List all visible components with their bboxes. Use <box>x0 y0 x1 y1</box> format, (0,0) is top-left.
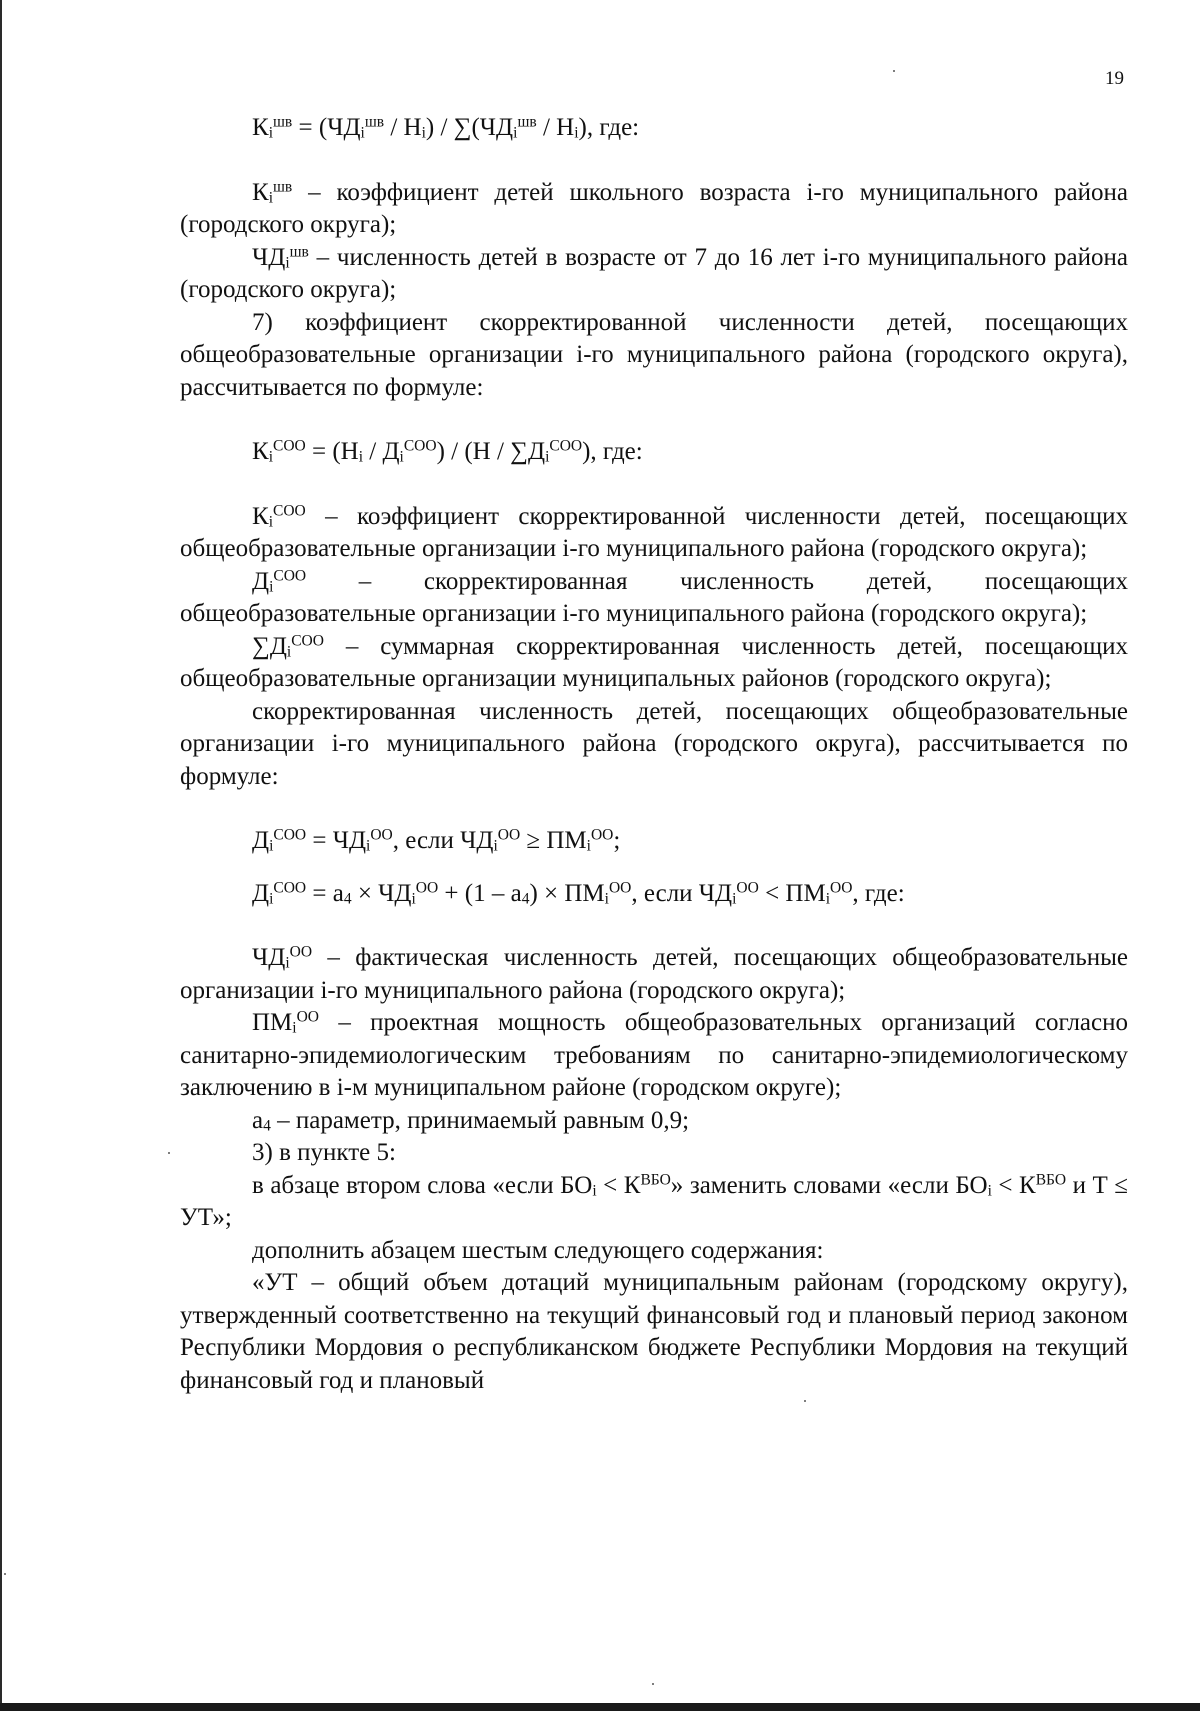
scan-speck <box>652 1683 654 1685</box>
paragraph-ut-definition: «УТ – общий объем дотаций муниципальным районам (городскому округу), утвержденный соответственно на текущий финансовый год и плановый период законом Республики Мордовия о республиканском бюджете Республики Мордовия на текущий финансовый год и плановый <box>180 1269 1128 1394</box>
formula-d-soo-case1: $Д_i^{СОО} = ЧД_i^{ОО}$, если $ЧД_i^{ОО} \ge ПМ_i^{ОО}$; <box>252 826 621 855</box>
definition-sum-d-soo: $\sum Д_i^{СОО}$ – суммарная скорректированная численность детей, посещающих общеобразовательные организации муниципальных районов (городского округа); <box>180 631 1128 692</box>
scan-edge-left <box>0 0 2 1711</box>
definition-d-soo: $Д_i^{СОО}$ – скорректированная численность детей, посещающих общеобразовательные организации i-го муниципального района (городского округа); <box>180 566 1128 627</box>
definition-pm-oo: $ПМ_i^{ОО}$ – проектная мощность общеобразовательных организаций согласно санитарно-эпидемиологическим требованиям по санитарно-эпидемиологическому заключению в i-м муниципальном районе (городском округе); <box>180 1008 1128 1101</box>
paragraph-replace-words: в абзаце втором слова «если $БО_i < К^{ВБО}$» заменить словами «если $БО_i < К^{ВБО}$ и Т ≤ УТ»; <box>180 1170 1128 1231</box>
paragraph-add-sixth: дополнить абзацем шестым следующего содержания: <box>252 1236 824 1264</box>
paragraph-item-7: 7) коэффициент скорректированной численности детей, посещающих общеобразовательные организации i-го муниципального района (городского округа), рассчитывается по формуле: <box>180 308 1128 401</box>
scan-speck <box>4 1573 6 1575</box>
scan-edge-bottom <box>0 1703 1200 1711</box>
definition-k-shv: $К_i^{шв}$ – коэффициент детей школьного возраста i-го муниципального района (городского округа); <box>180 177 1128 238</box>
paragraph-corrected-count: скорректированная численность детей, посещающих общеобразовательные организации i-го муниципального района (городского округа), рассчитывается по формуле: <box>180 697 1128 790</box>
formula-k-soo: $К_i^{СОО} = (Н_i / Д_i^{СОО}) / (Н / \sum Д_i^{СОО})$, где: <box>252 437 643 466</box>
paragraph-item-3: 3) в пункте 5: <box>252 1139 396 1166</box>
formula-d-soo-case2: $Д_i^{СОО} = а_4 \times ЧД_i^{ОО} + (1 - а_4) \times ПМ_i^{ОО}$, если $ЧД_i^{ОО} < ПМ_i^{ОО}$, где: <box>252 878 905 907</box>
page-number: 19 <box>1105 68 1124 89</box>
definition-a4: $а_4$ – параметр, принимаемый равным 0,9; <box>252 1106 690 1134</box>
definition-chd-shv: $ЧД_i^{шв}$ – численность детей в возрасте от 7 до 16 лет i-го муниципального района (городского округа); <box>180 242 1128 303</box>
scan-speck <box>168 1152 170 1154</box>
scan-speck <box>893 70 895 72</box>
formula-k-shv: $К_i^{шв} = (ЧД_i^{шв} / Н_i) / \sum(ЧД_i^{шв} / Н_i)$, где: <box>252 113 640 142</box>
definition-k-soo: $К_i^{СОО}$ – коэффициент скорректированной численности детей, посещающих общеобразовательные организации i-го муниципального района (городского округа); <box>180 501 1128 562</box>
definition-chd-oo: $ЧД_i^{ОО}$ – фактическая численность детей, посещающих общеобразовательные организации i-го муниципального района (городского округа); <box>180 943 1128 1004</box>
scan-speck <box>804 1400 806 1402</box>
document-body <box>180 112 1128 1397</box>
